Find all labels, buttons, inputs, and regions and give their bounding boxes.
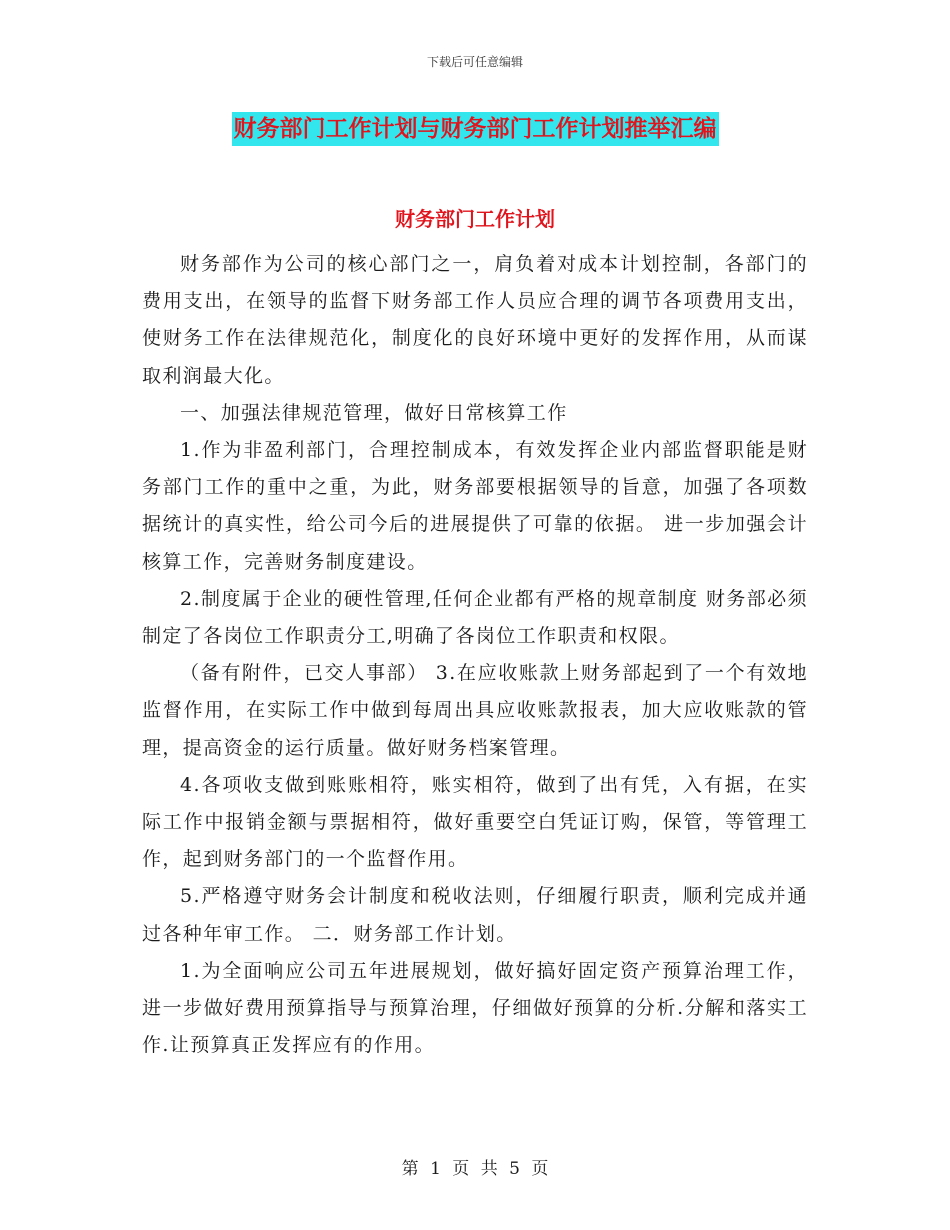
- header-note: 下载后可任意编辑: [426, 55, 523, 69]
- section-title: 财务部门工作计划: [395, 207, 555, 231]
- paragraph: 5.严格遵守财务会计制度和税收法则，仔细履行职责，顺利完成并通过各种年审工作。 二．财务部工作计划。: [142, 885, 808, 945]
- body-text: [142, 246, 808, 1064]
- paragraph: 财务部作为公司的核心部门之一，肩负着对成本计划控制，各部门的费用支出，在领导的监督下财务部工作人员应合理的调节各项费用支出，使财务工作在法律规范化，制度化的良好环境中更好的发挥作用，从而谋取利润最大化。: [142, 253, 808, 387]
- paragraph: 1.为全面响应公司五年进展规划，做好搞好固定资产预算治理工作，进一步做好费用预算指导与预算治理，仔细做好预算的分析.分解和落实工作.让预算真正发挥应有的作用。: [142, 959, 808, 1057]
- paragraph: 1.作为非盈利部门，合理控制成本，有效发挥企业内部监督职能是财务部门工作的重中之重，为此，财务部要根据领导的旨意，加强了各项数据统计的真实性，给公司今后的进展提供了可靠的依据。 进一步加强会计核算工作，完善财务制度建设。: [142, 439, 808, 573]
- main-title-container: [0, 112, 950, 146]
- paragraph: 4.各项收支做到账账相符，账实相符，做到了出有凭，入有据，在实际工作中报销金额与票据相符，做好重要空白凭证订购，保管，等管理工作，起到财务部门的一个监督作用。: [142, 773, 808, 871]
- paragraph: 2.制度属于企业的硬性管理,任何企业都有严格的规章制度 财务部必须制定了各岗位工作职责分工,明确了各岗位工作职责和权限。: [142, 587, 808, 648]
- paragraph: （备有附件，已交人事部） 3.在应收账款上财务部起到了一个有效地监督作用，在实际工作中做到每周出具应收账款报表，加大应收账款的管理，提高资金的运行质量。做好财务档案管理。: [142, 662, 808, 759]
- main-title: 财务部门工作计划与财务部门工作计划推举汇编: [232, 112, 719, 146]
- page-number-footer: 第 1 页 共 5 页: [401, 1159, 549, 1179]
- paragraph: 一、加强法律规范管理，做好日常核算工作: [180, 401, 568, 424]
